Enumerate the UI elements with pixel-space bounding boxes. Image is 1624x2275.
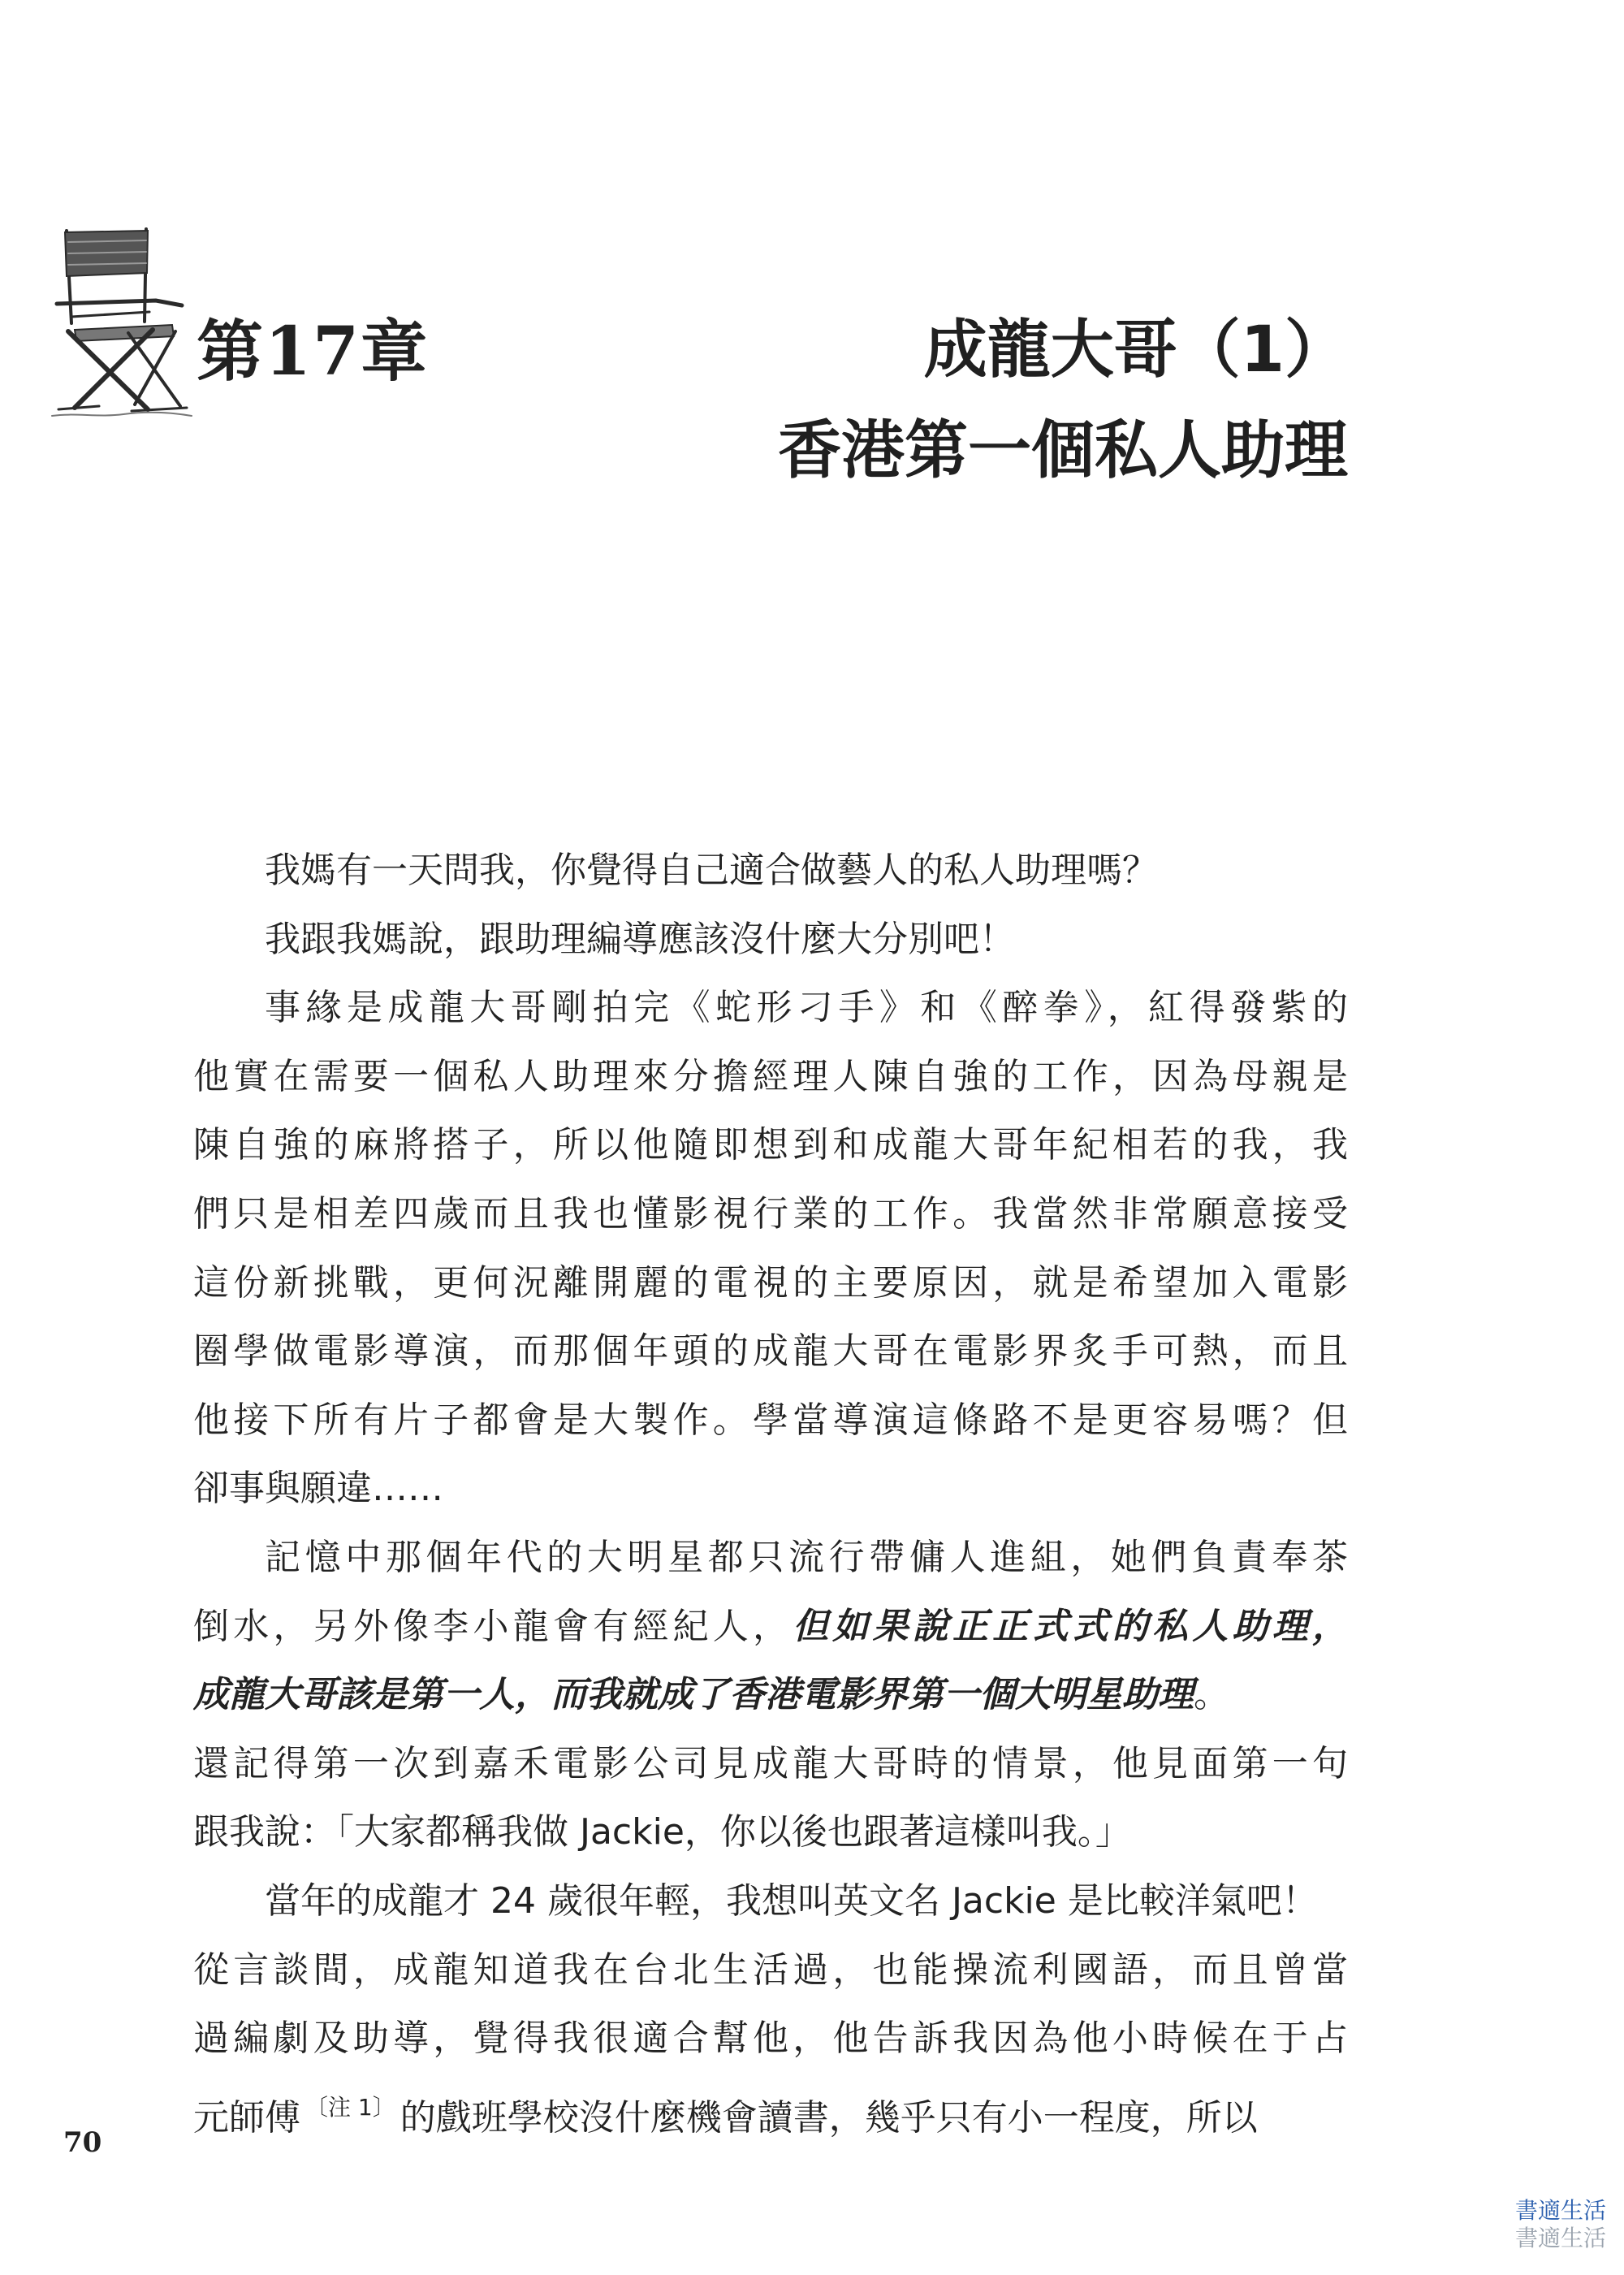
paragraph-3-line-4: 們只是相差四歲而且我也懂影視行業的工作。我當然非常願意接受: [193, 1192, 1348, 1235]
paragraph-3-line-5: 這份新挑戰，更何況離開麗的電視的主要原因，就是希望加入電影: [193, 1261, 1348, 1304]
paragraph-4-line-5: 跟我說：「大家都稱我做 Jackie，你以後也跟著這樣叫我。」: [193, 1811, 1131, 1853]
chapter-title-line-2: 香港第一個私人助理: [777, 414, 1348, 487]
paragraph-4-line-2-text: 倒水，另外像李小龍會有經紀人，: [193, 1605, 793, 1647]
chapter-number: 第17章: [197, 313, 430, 391]
paragraph-3-line-3: 陳自強的麻將搭子，所以他隨即想到和成龍大哥年紀相若的我，我: [193, 1124, 1348, 1166]
paragraph-5-line-3: 過編劇及助導，覺得我很適合幫他，他告訴我因為他小時候在于占: [193, 2018, 1348, 2060]
watermark-line-2: 書適生活: [1514, 2225, 1606, 2251]
paragraph-4-line-3-end: 。: [1194, 1674, 1229, 1716]
paragraph-5-line-4-start: 元師傅: [193, 2096, 300, 2139]
paragraph-1: 我媽有一天問我，你覺得自己適合做藝人的私人助理嗎？: [265, 850, 1158, 891]
page-number: 70: [63, 2126, 102, 2159]
directors-chair-icon: [50, 226, 193, 421]
body-text: [193, 837, 1348, 2142]
paragraph-3-line-1: 事緣是成龍大哥剛拍完《蛇形刁手》和《醉拳》，紅得發紫的: [265, 987, 1348, 1029]
paragraph-4-line-3: [193, 1661, 1348, 1730]
paragraph-5-line-1: 當年的成龍才 24 歲很年輕，我想叫英文名 Jackie 是比較洋氣吧！: [265, 1879, 1318, 1922]
paragraph-3-line-7: 他接下所有片子都會是大製作。學當導演這條路不是更容易嗎？但: [193, 1399, 1348, 1441]
emphasis-text: 但如果說正正式式的私人助理，: [793, 1605, 1349, 1647]
watermark: [1515, 2197, 1606, 2252]
paragraph-3-line-8: 卻事與願違……: [193, 1468, 443, 1510]
paragraph-4-line-2: [193, 1593, 1348, 1662]
paragraph-5-line-2: 從言談間，成龍知道我在台北生活過，也能操流利國語，而且曾當: [193, 1948, 1348, 1991]
paragraph-4-line-4: 還記得第一次到嘉禾電影公司見成龍大哥時的情景，他見面第一句: [193, 1742, 1348, 1784]
chapter-title: [777, 314, 1348, 487]
chapter-title-line-1: 成龍大哥（1）: [923, 314, 1348, 387]
paragraph-5-line-4: [193, 2074, 1348, 2143]
paragraph-3-line-6: 圈學做電影導演，而那個年頭的成龍大哥在電影界炙手可熱，而且: [193, 1330, 1348, 1373]
paragraph-3-line-2: 他實在需要一個私人助理來分擔經理人陳自強的工作，因為母親是: [193, 1055, 1348, 1097]
footnote-reference[interactable]: 〔注 1〕: [305, 2093, 395, 2121]
paragraph-5-line-4-end: 的戲班學校沒什麼機會讀書，幾乎只有小一程度，所以: [400, 2096, 1258, 2139]
paragraph-2: 我跟我媽說，跟助理編導應該沒什麼大分別吧！: [265, 918, 1015, 960]
watermark-line-1: 書適生活: [1514, 2197, 1606, 2224]
emphasis-text: 成龍大哥該是第一人，而我就成了香港電影界第一個大明星助理: [193, 1674, 1194, 1716]
paragraph-4-line-1: 記憶中那個年代的大明星都只流行帶傭人進組，她們負責奉茶: [265, 1536, 1348, 1578]
